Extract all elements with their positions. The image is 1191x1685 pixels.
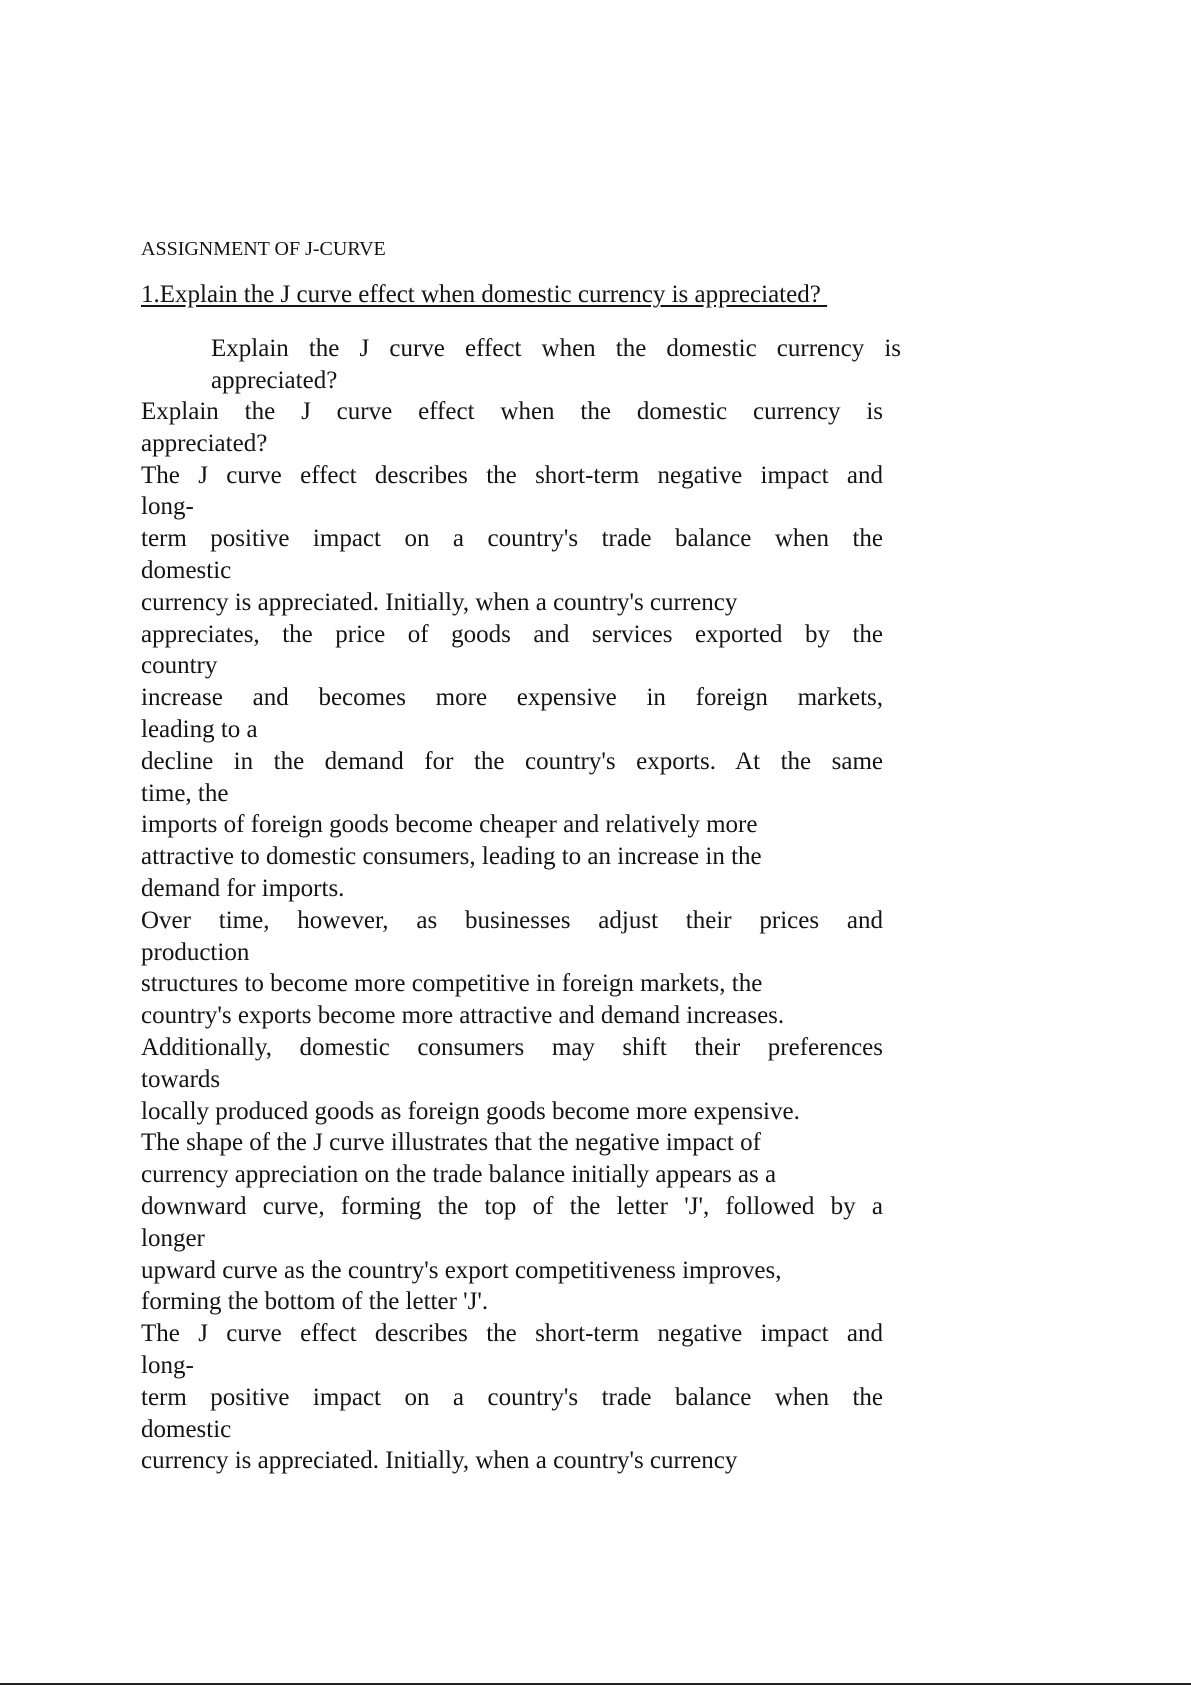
body-line: decline in the demand for the country's exports. At the same bbox=[141, 747, 883, 775]
body-line: The J curve effect describes the short-term negative impact and bbox=[141, 1320, 883, 1348]
body-line: Additionally, domestic consumers may shift their preferences bbox=[141, 1033, 883, 1061]
body-line: domestic bbox=[141, 556, 232, 584]
assignment-heading: ASSIGNMENT OF J-CURVE bbox=[141, 238, 386, 260]
question-title: 1.Explain the J curve effect when domestic currency is appreciated? bbox=[141, 281, 828, 308]
body-line: time, the bbox=[141, 779, 229, 807]
indented-question bbox=[211, 333, 901, 397]
body-line: towards bbox=[141, 1065, 221, 1093]
body-line: demand for imports. bbox=[141, 874, 345, 902]
body-line: appreciated? bbox=[141, 429, 268, 457]
answer-body bbox=[141, 396, 883, 1477]
quote-line: Explain the J curve effect when the domestic currency is bbox=[211, 335, 901, 362]
body-line: The shape of the J curve illustrates that the negative impact of bbox=[141, 1129, 761, 1157]
body-line: leading to a bbox=[141, 715, 258, 743]
body-line: term positive impact on a country's trade balance when the bbox=[141, 525, 883, 553]
body-line: long- bbox=[141, 1351, 194, 1379]
body-line: attractive to domestic consumers, leading to an increase in the bbox=[141, 843, 762, 871]
body-line: longer bbox=[141, 1224, 205, 1252]
body-line: Explain the J curve effect when the domestic currency is bbox=[141, 398, 883, 425]
body-line: Over time, however, as businesses adjust their prices and bbox=[141, 906, 883, 934]
body-line: appreciates, the price of goods and services exported by the bbox=[141, 620, 883, 648]
body-line: locally produced goods as foreign goods become more expensive. bbox=[141, 1097, 800, 1125]
body-line: forming the bottom of the letter 'J'. bbox=[141, 1288, 489, 1316]
body-line: production bbox=[141, 938, 250, 966]
body-line: country bbox=[141, 652, 218, 680]
body-line: term positive impact on a country's trade balance when the bbox=[141, 1383, 883, 1411]
body-line: country's exports become more attractive and demand increases. bbox=[141, 1002, 785, 1030]
body-line: long- bbox=[141, 493, 194, 521]
body-line: imports of foreign goods become cheaper and relatively more bbox=[141, 811, 758, 839]
quote-line: appreciated? bbox=[211, 366, 338, 394]
body-line: currency is appreciated. Initially, when a country's currency bbox=[141, 588, 738, 616]
body-line: increase and becomes more expensive in foreign markets, bbox=[141, 684, 883, 712]
body-line: The J curve effect describes the short-term negative impact and bbox=[141, 461, 883, 489]
body-line: downward curve, forming the top of the letter 'J', followed by a bbox=[141, 1192, 883, 1220]
body-line: structures to become more competitive in foreign markets, the bbox=[141, 970, 763, 998]
body-line: domestic bbox=[141, 1415, 232, 1443]
body-line: upward curve as the country's export competitiveness improves, bbox=[141, 1256, 782, 1284]
body-line: currency is appreciated. Initially, when a country's currency bbox=[141, 1447, 738, 1475]
body-line: currency appreciation on the trade balance initially appears as a bbox=[141, 1161, 777, 1189]
